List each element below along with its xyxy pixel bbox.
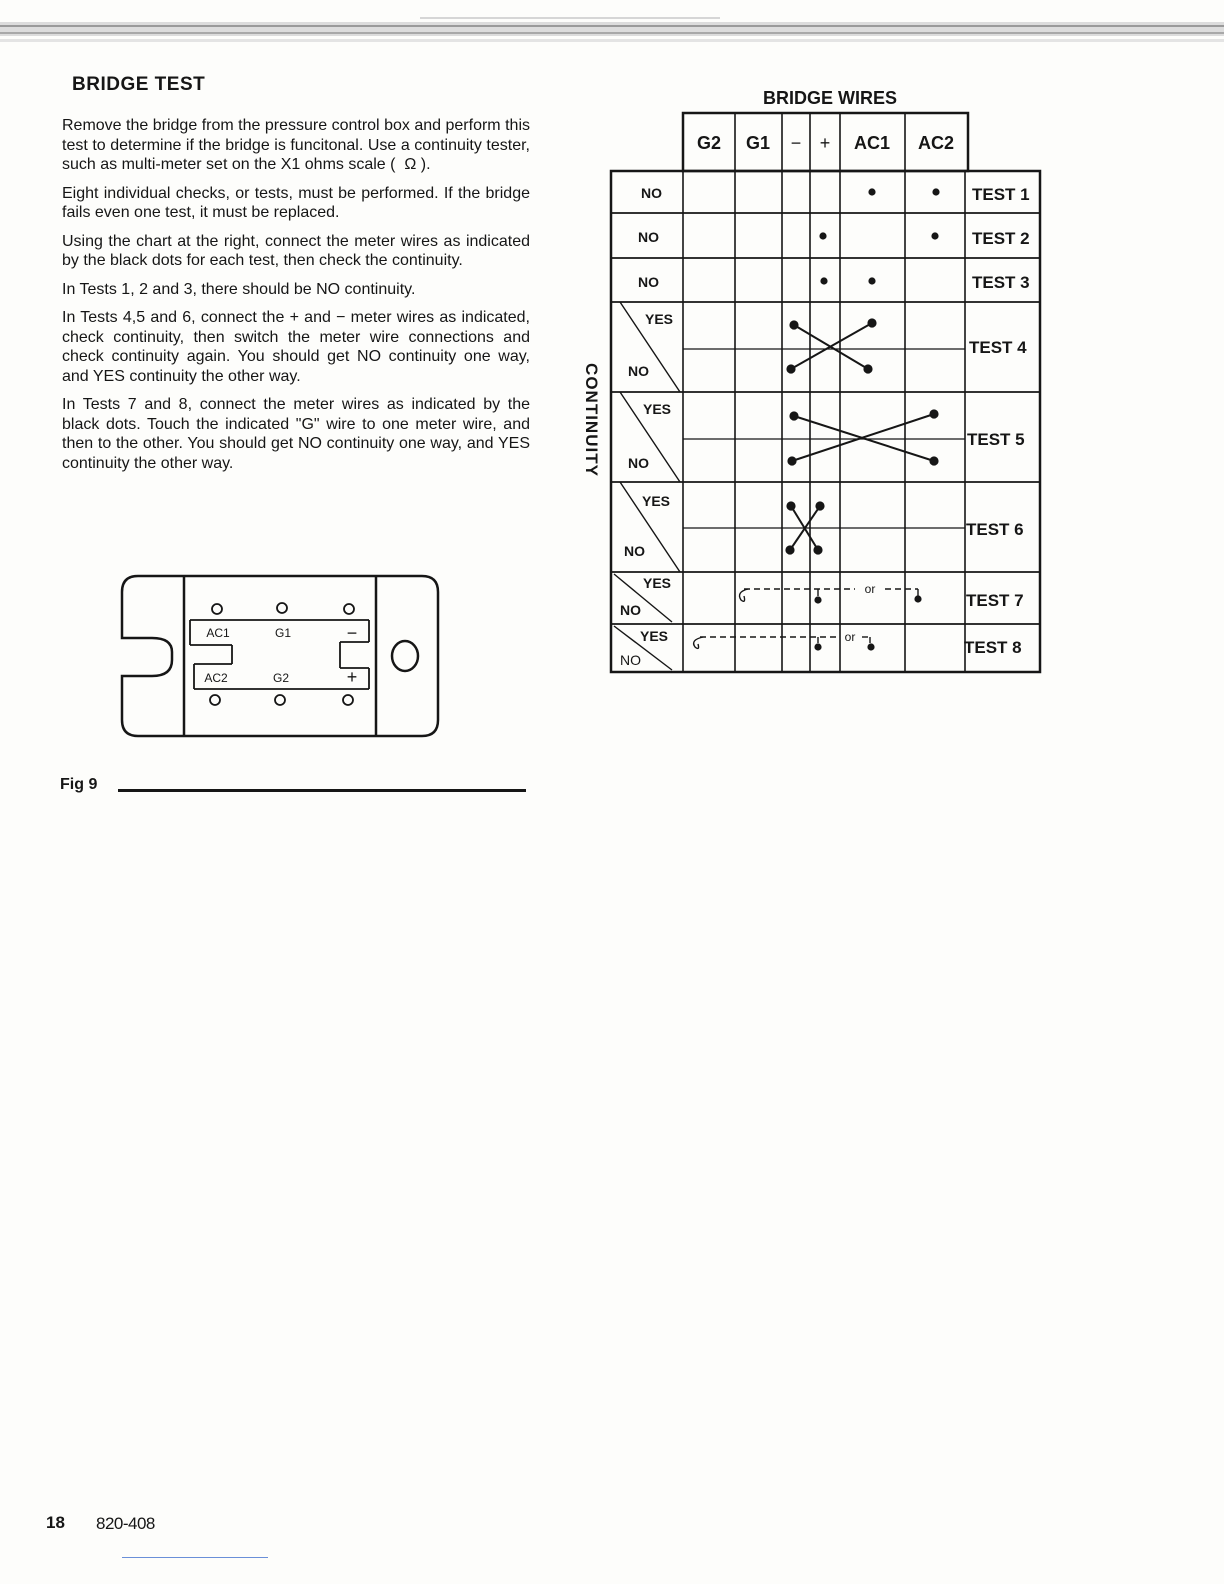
figure-label: Fig 9 xyxy=(60,776,98,793)
paragraph-tests-4-6: In Tests 4,5 and 6, connect the + and − meter wires as indicated, check continuity, then switch the meter wire connections and check continuity again. You should get NO continuity one way, and YES continuity the other way. xyxy=(62,309,530,385)
bridge-label-minus: − xyxy=(346,623,358,643)
paragraph-tests-7-8: In Tests 7 and 8, connect the meter wires as indicated by the black dots. Touch the indicated "G" wire to one meter wire, and then to the other. You should get NO continuity one way, and YES continuity the other way. xyxy=(62,396,530,472)
paragraph-tests-count: Eight individual checks, or tests, must be performed. If the bridge fails even one test, it must be replaced. xyxy=(62,184,530,221)
continuity-label: CONTINUITY xyxy=(582,363,601,477)
column-header-ac1: AC1 xyxy=(853,133,891,153)
column-header-ac2: AC2 xyxy=(917,133,955,153)
continuity-test6-no: NO xyxy=(624,543,645,559)
column-header-plus: + xyxy=(819,133,831,153)
footer-underline xyxy=(122,1557,268,1558)
paragraph-intro-text: Remove the bridge from the pressure control box and perform this test to determine if the bridge is funcitonal. Use a continuity tester, such as multi-meter set on the X1 ohms scale ( xyxy=(62,117,530,173)
bridge-wires-chart xyxy=(560,80,1060,680)
bridge-illustration xyxy=(0,560,560,760)
test8-or-label: or xyxy=(844,630,856,644)
test-label-6: TEST 6 xyxy=(966,520,1024,539)
test-label-1: TEST 1 xyxy=(972,185,1030,204)
test-label-3: TEST 3 xyxy=(972,273,1030,292)
column-header-g1: G1 xyxy=(745,133,771,153)
continuity-test2-no: NO xyxy=(638,229,659,245)
dot-test3-plus xyxy=(820,277,827,284)
continuity-test4-yes: YES xyxy=(645,311,674,327)
paragraph-intro xyxy=(62,116,530,175)
continuity-test7-yes: YES xyxy=(643,575,672,591)
continuity-test5-no: NO xyxy=(628,455,649,471)
bridge-label-plus: + xyxy=(346,667,358,687)
continuity-test4-no: NO xyxy=(628,363,649,379)
page-number: 18 xyxy=(46,1513,65,1532)
test-label-5: TEST 5 xyxy=(967,430,1025,449)
dot-test2-plus xyxy=(819,232,826,239)
paragraph-tests-1-3: In Tests 1, 2 and 3, there should be NO continuity. xyxy=(62,280,416,298)
instructions xyxy=(62,116,530,482)
dot-test1-ac1 xyxy=(868,188,875,195)
section-title: BRIDGE TEST xyxy=(72,74,206,95)
dot-test2-ac2 xyxy=(931,232,938,239)
bridge-label-ac2: AC2 xyxy=(204,671,228,685)
test-label-2: TEST 2 xyxy=(972,229,1030,248)
document-number: 820-408 xyxy=(96,1514,155,1533)
continuity-test5-yes: YES xyxy=(643,401,672,417)
continuity-test7-no: NO xyxy=(620,602,641,618)
continuity-test8-no: NO xyxy=(620,652,641,668)
column-header-g2: G2 xyxy=(696,133,722,153)
bridge-label-ac1: AC1 xyxy=(206,626,230,640)
dot-test3-ac1 xyxy=(868,277,875,284)
chart-title: BRIDGE WIRES xyxy=(762,88,898,108)
continuity-test6-yes: YES xyxy=(642,493,671,509)
bridge-label-g2: G2 xyxy=(272,671,290,685)
test7-or-label: or xyxy=(864,582,876,596)
test-label-7: TEST 7 xyxy=(966,591,1024,610)
continuity-test1-no: NO xyxy=(641,185,662,201)
test-label-8: TEST 8 xyxy=(964,638,1022,657)
figure-rule xyxy=(118,789,526,792)
paragraph-intro-end: ). xyxy=(420,156,431,173)
test-label-4: TEST 4 xyxy=(969,338,1027,357)
paragraph-using-chart: Using the chart at the right, connect the meter wires as indicated by the black dots for each test, then check the continuity. xyxy=(62,232,530,269)
dot-test1-ac2 xyxy=(932,188,939,195)
bridge-label-g1: G1 xyxy=(274,626,292,640)
ohm-symbol: Ω xyxy=(404,156,417,173)
scan-edge-band xyxy=(0,14,1224,54)
column-header-minus: − xyxy=(790,133,802,153)
continuity-test8-yes: YES xyxy=(640,628,669,644)
continuity-test3-no: NO xyxy=(638,274,659,290)
